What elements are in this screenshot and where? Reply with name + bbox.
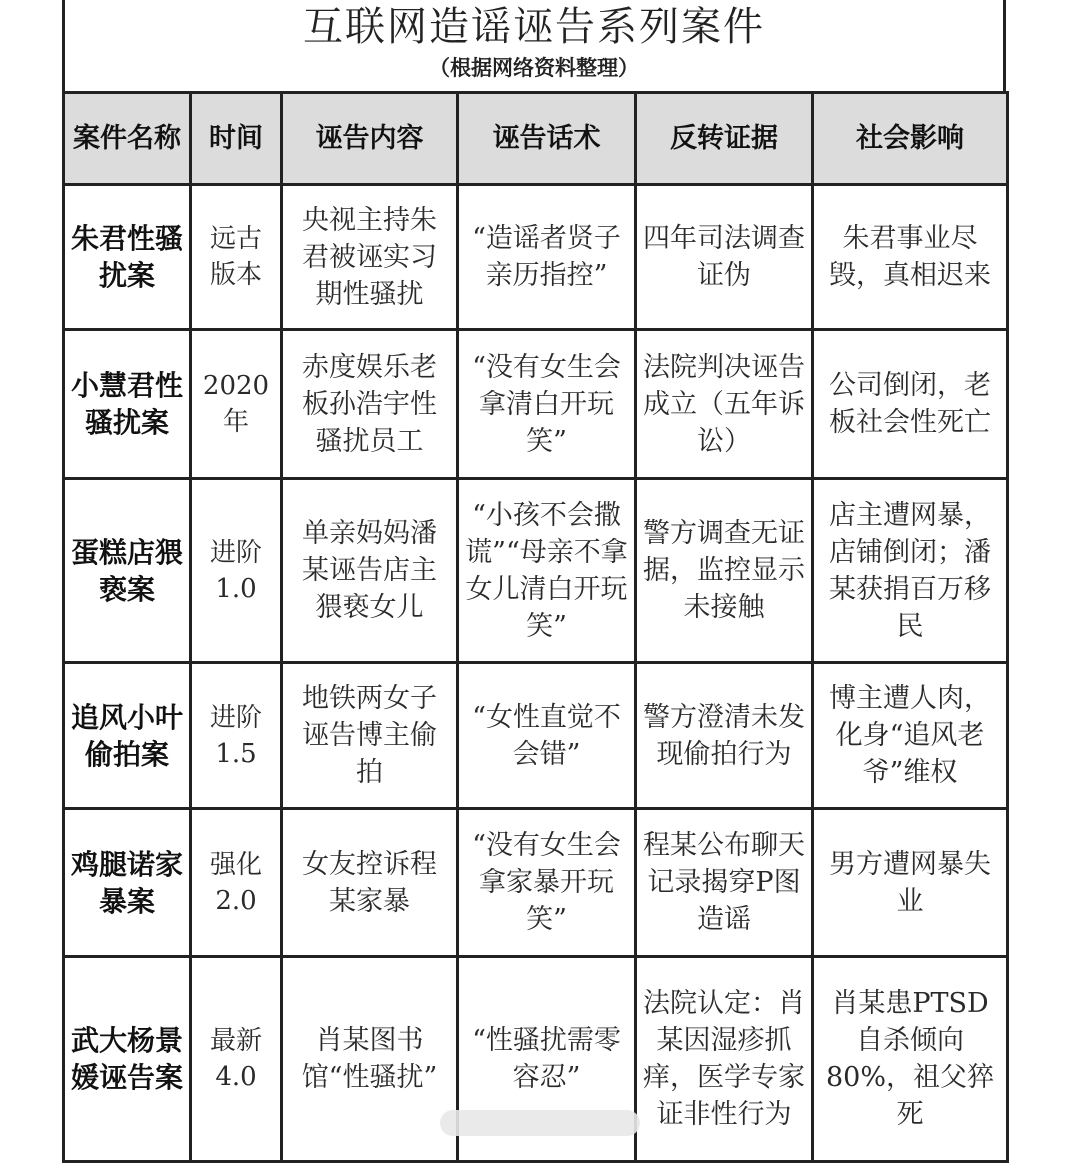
column-header-content: 诬告内容 — [282, 93, 458, 185]
watermark-blur — [440, 1110, 640, 1136]
case-time: 最新4.0 — [191, 957, 282, 1162]
case-time: 2020年 — [191, 330, 282, 479]
case-impact: 肖某患PTSD自杀倾向80%，祖父猝死 — [813, 957, 1008, 1162]
case-content: 单亲妈妈潘某诬告店主猥亵女儿 — [282, 479, 458, 663]
case-impact: 公司倒闭，老板社会性死亡 — [813, 330, 1008, 479]
case-content: 央视主持朱君被诬实习期性骚扰 — [282, 185, 458, 330]
case-name: 蛋糕店猥亵案 — [64, 479, 191, 663]
case-time: 远古版本 — [191, 185, 282, 330]
case-name: 追风小叶偷拍案 — [64, 663, 191, 809]
column-header-words: 诬告话术 — [458, 93, 636, 185]
page-subtitle: （根据网络资料整理） — [429, 56, 639, 80]
case-time: 进阶1.0 — [191, 479, 282, 663]
case-words: “没有女生会拿家暴开玩笑” — [458, 809, 636, 957]
header-row — [64, 93, 1008, 185]
column-header-evidence: 反转证据 — [636, 93, 813, 185]
case-time: 进阶1.5 — [191, 663, 282, 809]
column-header-impact: 社会影响 — [813, 93, 1008, 185]
case-evidence: 四年司法调查证伪 — [636, 185, 813, 330]
case-name: 鸡腿诺家暴案 — [64, 809, 191, 957]
case-evidence: 程某公布聊天记录揭穿P图造谣 — [636, 809, 813, 957]
column-header-name: 案件名称 — [64, 93, 191, 185]
case-name: 武大杨景媛诬告案 — [64, 957, 191, 1162]
case-words: “女性直觉不会错” — [458, 663, 636, 809]
table-row — [64, 663, 1008, 809]
case-words: “没有女生会拿清白开玩笑” — [458, 330, 636, 479]
table-row — [64, 330, 1008, 479]
case-evidence: 法院判决诬告成立（五年诉讼） — [636, 330, 813, 479]
case-content: 女友控诉程某家暴 — [282, 809, 458, 957]
case-name: 小慧君性骚扰案 — [64, 330, 191, 479]
case-words: “性骚扰需零容忍” — [458, 957, 636, 1162]
case-evidence: 法院认定：肖某因湿疹抓痒，医学专家证非性行为 — [636, 957, 813, 1162]
table-row — [64, 185, 1008, 330]
case-words: “造谣者贤子亲历指控” — [458, 185, 636, 330]
column-header-time: 时间 — [191, 93, 282, 185]
case-impact: 店主遭网暴，店铺倒闭；潘某获捐百万移民 — [813, 479, 1008, 663]
case-time: 强化2.0 — [191, 809, 282, 957]
case-impact: 朱君事业尽毁，真相迟来 — [813, 185, 1008, 330]
case-words: “小孩不会撒谎”“母亲不拿女儿清白开玩笑” — [458, 479, 636, 663]
case-content: 肖某图书馆“性骚扰” — [282, 957, 458, 1162]
cases-table — [62, 91, 1009, 1163]
case-content: 赤度娱乐老板孙浩宇性骚扰员工 — [282, 330, 458, 479]
table-row — [64, 479, 1008, 663]
case-impact: 博主遭人肉，化身“追风老爷”维权 — [813, 663, 1008, 809]
case-evidence: 警方调查无证据，监控显示未接触 — [636, 479, 813, 663]
case-evidence: 警方澄清未发现偷拍行为 — [636, 663, 813, 809]
case-content: 地铁两女子诬告博主偷拍 — [282, 663, 458, 809]
case-name: 朱君性骚扰案 — [64, 185, 191, 330]
table-row — [64, 809, 1008, 957]
page-title: 互联网造谣诬告系列案件 — [303, 4, 765, 50]
case-impact: 男方遭网暴失业 — [813, 809, 1008, 957]
